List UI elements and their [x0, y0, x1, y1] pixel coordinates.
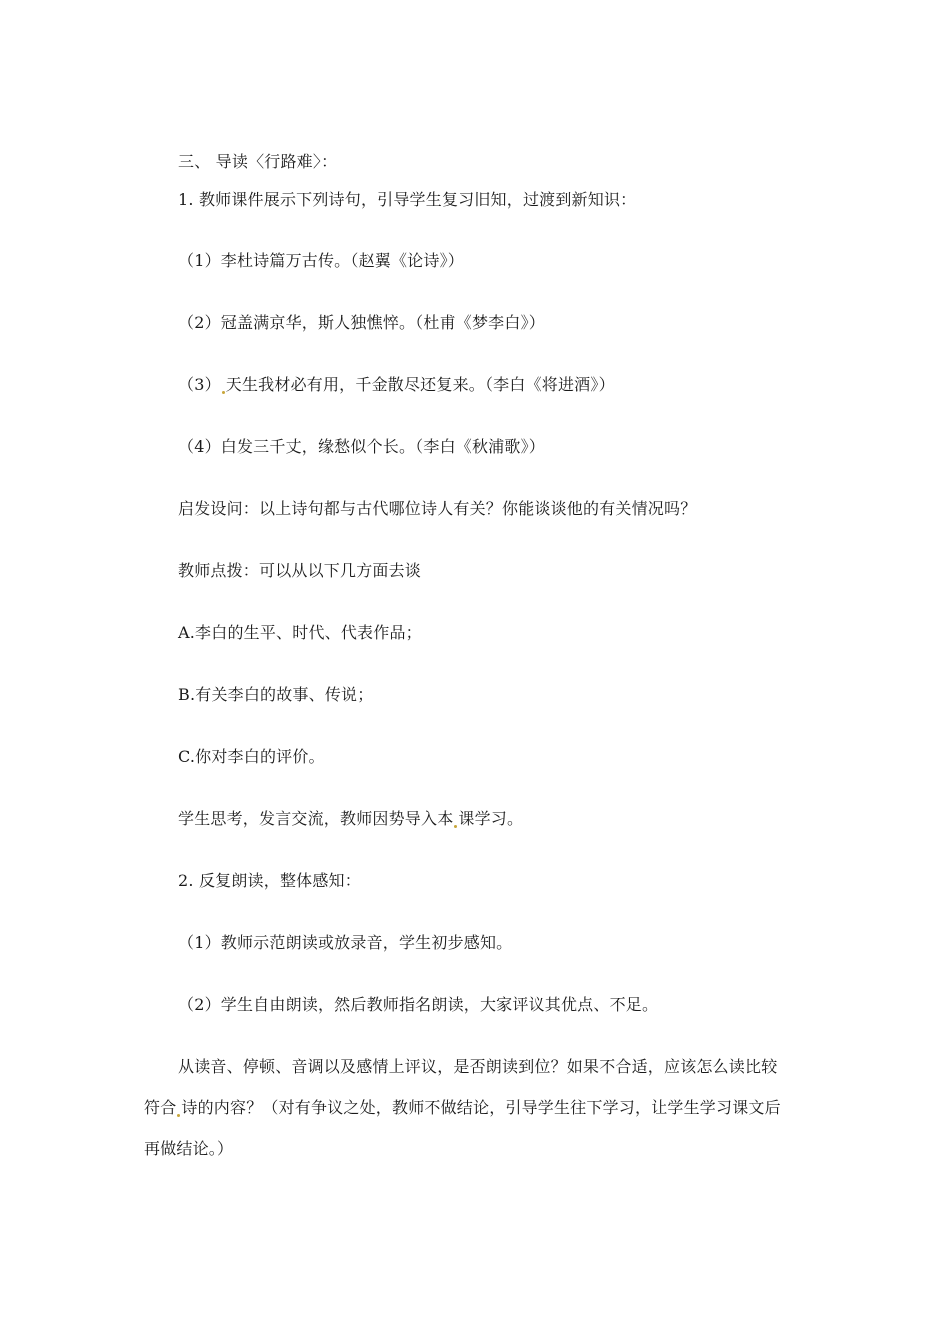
students-text: [178, 809, 523, 829]
annotation-dot-icon: [222, 391, 225, 394]
paragraph-line-3: 再做结论。）: [144, 1139, 234, 1158]
students-text-b: 课学习。: [458, 809, 524, 828]
quote-3-text: 天生我材必有用，千金散尽还复来。（李白《将进酒》）: [225, 375, 615, 394]
annotation-dot-icon: [177, 1114, 180, 1117]
paragraph-line-2: [144, 1098, 781, 1118]
paragraph-line-1: 从读音、停顿、音调以及感情上评议，是否朗读到位？如果不合适，应该怎么读比较: [178, 1057, 778, 1076]
students-text-a: 学生思考，发言交流，教师因势导入本: [178, 809, 454, 828]
quote-3-number: （3）: [178, 375, 221, 394]
quote-2: （2）冠盖满京华，斯人独憔悴。（杜甫《梦李白》）: [178, 313, 545, 332]
quote-3: [178, 375, 615, 395]
annotation-dot-icon: [454, 825, 457, 828]
quote-4: （4）白发三千丈，缘愁似个长。（李白《秋浦歌》）: [178, 437, 545, 456]
question-text: 启发设问：以上诗句都与古代哪位诗人有关？你能谈谈他的有关情况吗？: [178, 499, 697, 518]
quote-1: （1）李杜诗篇万古传。（赵翼《论诗》）: [178, 251, 464, 270]
option-b: B.有关李白的故事、传说；: [178, 685, 374, 704]
step-1-text: 1. 教师课件展示下列诗句，引导学生复习旧知，过渡到新知识：: [178, 190, 637, 209]
step-2-text: 2. 反复朗读，整体感知：: [178, 871, 361, 890]
hint-text: 教师点拨：可以从以下几方面去谈: [178, 561, 422, 580]
paragraph-line-2a: 符合: [144, 1098, 177, 1117]
option-c: C.你对李白的评价。: [178, 747, 325, 766]
reading-1: （1）教师示范朗读或放录音，学生初步感知。: [178, 933, 513, 952]
reading-2: （2）学生自由朗读，然后教师指名朗读，大家评议其优点、不足。: [178, 995, 659, 1014]
option-a: A.李白的生平、时代、代表作品；: [178, 623, 422, 642]
section-heading: 三、 导读〈行路难〉：: [178, 152, 338, 171]
paragraph-line-2b: 诗的内容？（对有争议之处，教师不做结论，引导学生往下学习，让学生学习课文后: [181, 1098, 781, 1117]
